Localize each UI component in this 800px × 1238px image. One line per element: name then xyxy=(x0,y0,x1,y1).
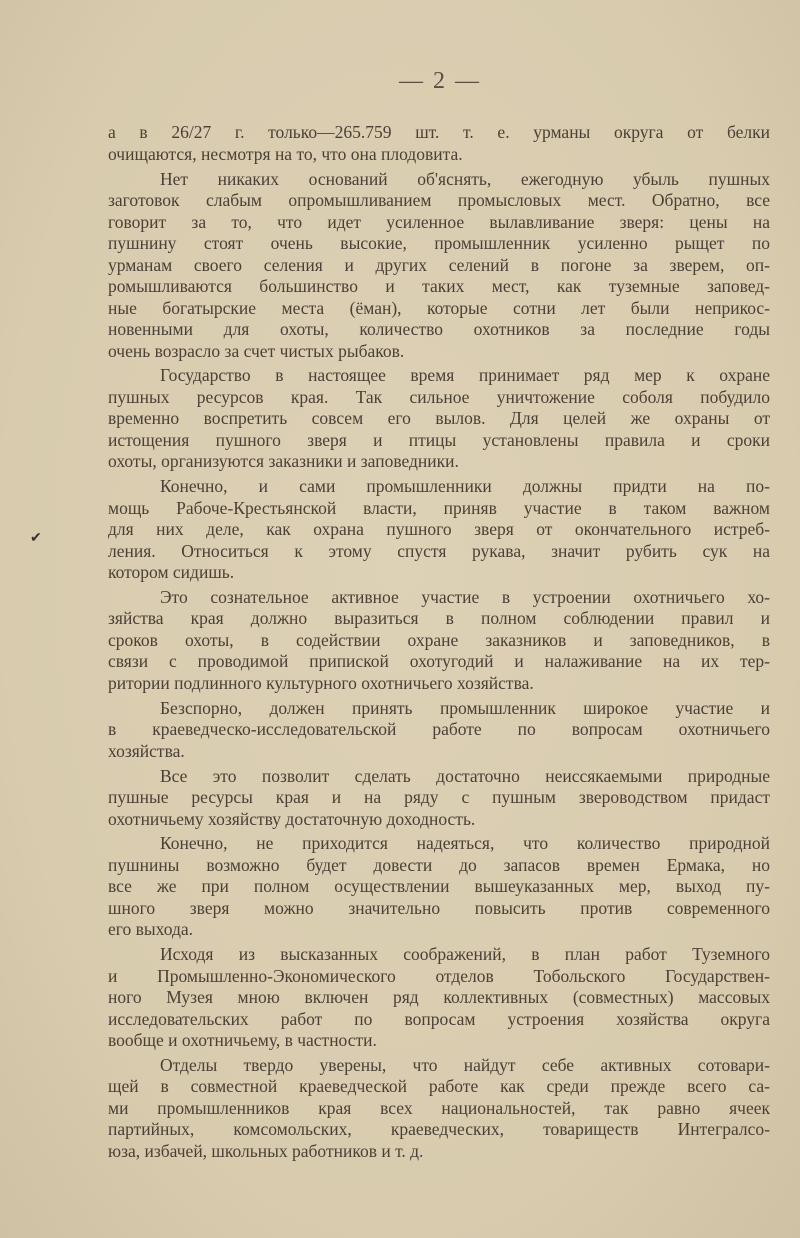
text-line: а в 26/27 г. только—265.759 шт. т. е. урманы округа от белки xyxy=(108,122,770,143)
text-line: мощь Рабоче-Крестьянской власти, приняв участие в таком важном xyxy=(108,497,770,518)
paragraph xyxy=(108,944,770,1052)
text-line: ления. Относиться к этому спустя рукава, значит рубить сук на xyxy=(108,540,770,561)
paragraph xyxy=(108,698,770,763)
text-line: и Промышленно-Экономического отделов Тобольского Государствен- xyxy=(108,965,770,986)
text-line: Это сознательное активное участие в устроении охотничьего хо- xyxy=(160,586,770,607)
text-line: Конечно, и сами промышленники должны придти на по- xyxy=(160,476,770,497)
text-line: Нет никаких оснований об'яснять, ежегодную убыль пушных xyxy=(160,168,770,189)
text-line: временно воспретить совсем его вылов. Для целей же охраны от xyxy=(108,408,770,429)
text-line: все же при полном осуществлении вышеуказанных мер, выход пу- xyxy=(108,876,770,897)
text-line: шного зверя можно значительно повысить против современного xyxy=(108,897,770,918)
text-line: Конечно, не приходится надеяться, что количество природной xyxy=(160,833,770,854)
text-line: его выхода. xyxy=(108,919,194,940)
text-line: пушные ресурсы края и на ряду с пушным звероводством придаст xyxy=(108,787,770,808)
text-line: вообще и охотничьему, в частности. xyxy=(108,1030,377,1051)
margin-mark: ✔ xyxy=(30,531,42,546)
text-line: Государство в настоящее время принимает ряд мер к охране xyxy=(160,365,770,386)
text-line: пушных ресурсов края. Так сильное уничтожение соболя побудило xyxy=(108,386,770,407)
text-line: Все это позволит сделать достаточно неиссякаемыми природные xyxy=(160,765,770,786)
text-line: Отделы твердо уверены, что найдут себе активных сотовари- xyxy=(160,1054,770,1075)
text-line: истощения пушного зверя и птицы установлены правила и сроки xyxy=(108,429,770,450)
text-line: новенными для охоты, количество охотников за последние годы xyxy=(108,319,770,340)
text-line: в краеведческо-исследовательской работе по вопросам охотничьего xyxy=(108,719,770,740)
text-line: Исходя из высказанных соображений, в план работ Туземного xyxy=(160,944,770,965)
text-line: ного Музея мною включен ряд коллективных (совместных) массовых xyxy=(108,987,770,1008)
text-line: урманам своего селения и других селений в погоне за зверем, оп- xyxy=(108,254,770,275)
text-line: щей в совместной краеведческой работе как среди прежде всего са- xyxy=(108,1076,770,1097)
text-line: партийных, комсомольских, краеведческих, товариществ Интегралсо- xyxy=(108,1119,770,1140)
text-line: пушнины возможно будет довести до запасов времен Ермака, но xyxy=(108,854,770,875)
text-line: ромышливаются большинство и таких мест, как туземные заповед- xyxy=(108,276,770,297)
text-line: пушнину стоят очень высокие, промышленник усиленно рыщет по xyxy=(108,233,770,254)
paragraph xyxy=(108,169,770,363)
text-line: юза, избачей, школьных работников и т. д. xyxy=(108,1140,424,1161)
text-line: сроков охоты, в содействии охране заказников и заповедников, в xyxy=(108,629,770,650)
text-line: Безспорно, должен принять промышленник широкое участие и xyxy=(160,697,770,718)
text-line: зяйства края должно выразиться в полном соблюдении правил и xyxy=(108,608,770,629)
text-line: говорит за то, что идет усиленное вылавливание зверя: цены на xyxy=(108,211,770,232)
paragraph xyxy=(108,587,770,695)
page-body-text xyxy=(108,119,770,1162)
page-number: — 2 — xyxy=(399,68,481,94)
paragraph xyxy=(108,833,770,941)
text-line: хозяйства. xyxy=(108,740,185,761)
text-line: охотничьему хозяйству достаточную доходность. xyxy=(108,808,476,829)
text-line: связи с проводимой припиской охотугодий и налаживание на их тер- xyxy=(108,651,770,672)
text-line: для них деле, как охрана пушного зверя от окончательного истреб- xyxy=(108,519,770,540)
text-line: очищаются, несмотря на то, что она плодовита. xyxy=(108,143,463,164)
text-line: очень возрасло за счет чистых рыбаков. xyxy=(108,340,405,361)
paragraph xyxy=(108,122,770,165)
paragraph xyxy=(108,1055,770,1163)
text-line: охоты, организуются заказники и заповедники. xyxy=(108,451,459,472)
text-line: ми промышленников края всех национальностей, так равно ячеек xyxy=(108,1097,770,1118)
text-line: ритории подлинного культурного охотничьего хозяйства. xyxy=(108,672,534,693)
text-line: заготовок слабым опромышливанием промысловых мест. Обратно, все xyxy=(108,190,770,211)
text-line: котором сидишь. xyxy=(108,562,235,583)
paragraph xyxy=(108,766,770,831)
paragraph xyxy=(108,476,770,584)
paragraph xyxy=(108,365,770,473)
text-line: ные богатырские места (ёман), которые сотни лет были неприкос- xyxy=(108,297,770,318)
text-line: исследовательских работ по вопросам устроения хозяйства округа xyxy=(108,1008,770,1029)
